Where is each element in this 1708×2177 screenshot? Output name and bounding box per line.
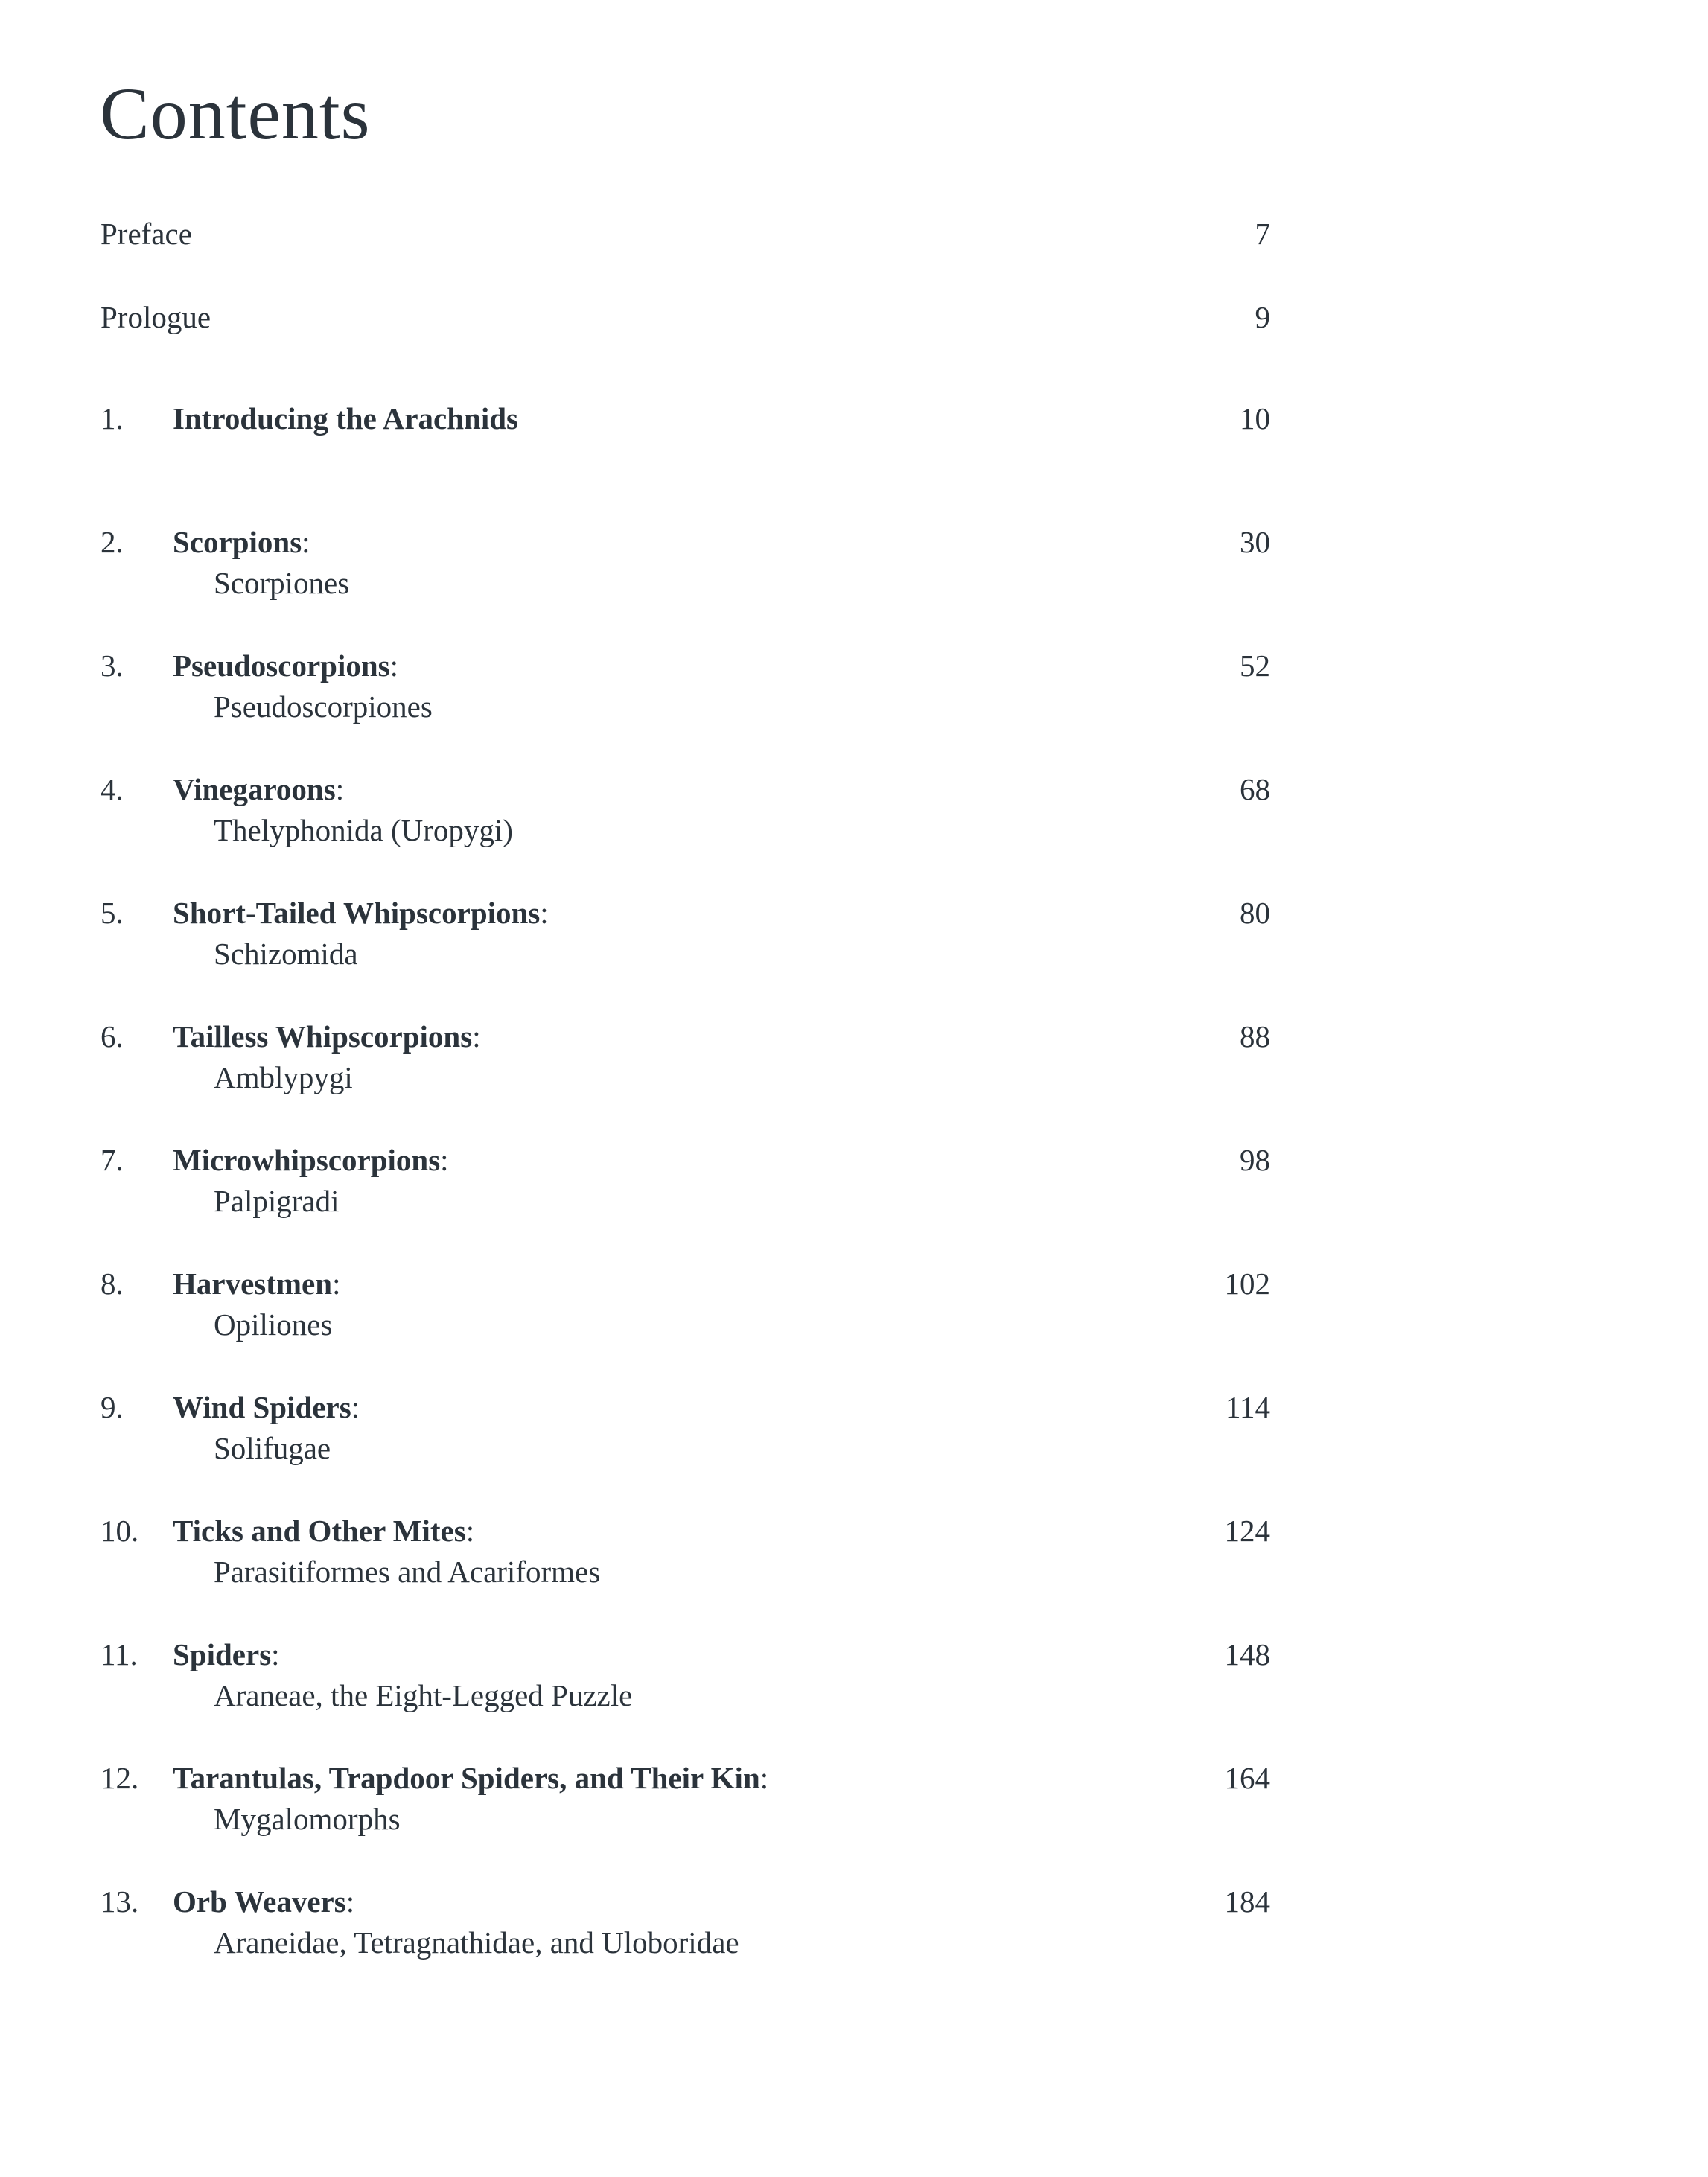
chapter-title: Tarantulas, Trapdoor Spiders, and Their Kin bbox=[173, 1761, 760, 1795]
chapter-title: Vinegaroons bbox=[173, 772, 336, 806]
chapter-title-punct: : bbox=[351, 1390, 360, 1424]
page-number: 30 bbox=[1240, 525, 1270, 559]
chapter-title: Short-Tailed Whipscorpions bbox=[173, 896, 541, 930]
page-number: 80 bbox=[1240, 896, 1270, 930]
chapter-number: 6. bbox=[101, 1019, 124, 1054]
page-number: 7 bbox=[1255, 217, 1270, 251]
page-number: 52 bbox=[1240, 648, 1270, 683]
page-title: Contents bbox=[100, 72, 371, 155]
chapter-number: 3. bbox=[101, 648, 124, 683]
chapter-subtitle: Solifugae bbox=[214, 1431, 331, 1465]
chapter-heading bbox=[173, 1881, 354, 1922]
chapter-subtitle: Schizomida bbox=[214, 937, 358, 971]
chapter-subtitle: Opiliones bbox=[214, 1307, 333, 1342]
chapter-heading bbox=[173, 1758, 768, 1799]
chapter-title: Orb Weavers bbox=[173, 1884, 346, 1919]
chapter-number: 13. bbox=[101, 1884, 139, 1919]
chapter-number: 5. bbox=[101, 896, 124, 930]
chapter-title-punct: : bbox=[345, 1884, 355, 1919]
chapter-subtitle: Araneidae, Tetragnathidae, and Uloboridae bbox=[214, 1925, 739, 1960]
chapter-title: Ticks and Other Mites bbox=[173, 1514, 466, 1548]
chapter-number: 12. bbox=[101, 1761, 139, 1795]
chapter-subtitle: Thelyphonida (Uropygi) bbox=[214, 813, 513, 847]
entry-title: Prologue bbox=[101, 300, 211, 334]
chapter-title: Tailless Whipscorpions bbox=[173, 1019, 473, 1054]
chapter-heading bbox=[173, 1634, 280, 1675]
chapter-title: Pseudoscorpions bbox=[173, 648, 390, 683]
chapter-title-punct: : bbox=[759, 1761, 769, 1795]
chapter-number: 2. bbox=[101, 525, 124, 559]
chapter-heading bbox=[173, 1511, 474, 1552]
chapter-heading bbox=[173, 522, 310, 563]
chapter-title: Scorpions bbox=[173, 525, 302, 559]
chapter-title: Introducing the Arachnids bbox=[173, 401, 519, 436]
page-number: 148 bbox=[1224, 1637, 1270, 1671]
page-number: 68 bbox=[1240, 772, 1270, 806]
entry-title: Preface bbox=[101, 217, 192, 251]
page-number: 102 bbox=[1224, 1266, 1270, 1301]
chapter-number: 11. bbox=[101, 1637, 138, 1671]
chapter-heading bbox=[173, 398, 518, 439]
chapter-number: 1. bbox=[101, 401, 124, 436]
chapter-title: Spiders bbox=[173, 1637, 272, 1671]
chapter-title-punct: : bbox=[271, 1637, 280, 1671]
page-number: 164 bbox=[1224, 1761, 1270, 1795]
chapter-heading bbox=[173, 1016, 481, 1057]
chapter-heading bbox=[173, 1140, 449, 1181]
page-number: 88 bbox=[1240, 1019, 1270, 1054]
page-number: 124 bbox=[1224, 1514, 1270, 1548]
page-number: 9 bbox=[1255, 300, 1270, 334]
chapter-number: 7. bbox=[101, 1143, 124, 1177]
chapter-heading bbox=[173, 1387, 360, 1428]
chapter-title-punct: : bbox=[440, 1143, 449, 1177]
chapter-heading bbox=[173, 646, 398, 686]
chapter-subtitle: Palpigradi bbox=[214, 1184, 340, 1218]
chapter-subtitle: Parasitiformes and Acariformes bbox=[214, 1555, 601, 1589]
chapter-title-punct: : bbox=[540, 896, 549, 930]
page-number: 184 bbox=[1224, 1884, 1270, 1919]
chapter-subtitle: Amblypygi bbox=[214, 1060, 353, 1094]
chapter-title-punct: : bbox=[389, 648, 399, 683]
chapter-title-punct: : bbox=[465, 1514, 475, 1548]
chapter-title-punct: : bbox=[335, 772, 345, 806]
chapter-number: 8. bbox=[101, 1266, 124, 1301]
chapter-number: 9. bbox=[101, 1390, 124, 1424]
chapter-heading bbox=[173, 1263, 340, 1304]
chapter-title: Wind Spiders bbox=[173, 1390, 351, 1424]
chapter-title-punct: : bbox=[302, 525, 310, 559]
chapter-subtitle: Mygalomorphs bbox=[214, 1802, 401, 1836]
chapter-heading bbox=[173, 893, 549, 934]
page-number: 114 bbox=[1226, 1390, 1270, 1424]
page-number: 10 bbox=[1240, 401, 1270, 436]
chapter-heading bbox=[173, 769, 344, 810]
chapter-subtitle: Scorpiones bbox=[214, 566, 350, 600]
page-number: 98 bbox=[1240, 1143, 1270, 1177]
chapter-subtitle: Pseudoscorpiones bbox=[214, 689, 433, 724]
chapter-title-punct: : bbox=[472, 1019, 481, 1054]
chapter-number: 4. bbox=[101, 772, 124, 806]
chapter-number: 10. bbox=[101, 1514, 139, 1548]
chapter-title: Harvestmen bbox=[173, 1266, 333, 1301]
chapter-subtitle: Araneae, the Eight-Legged Puzzle bbox=[214, 1678, 633, 1712]
chapter-title: Microwhipscorpions bbox=[173, 1143, 441, 1177]
chapter-title-punct: : bbox=[332, 1266, 341, 1301]
